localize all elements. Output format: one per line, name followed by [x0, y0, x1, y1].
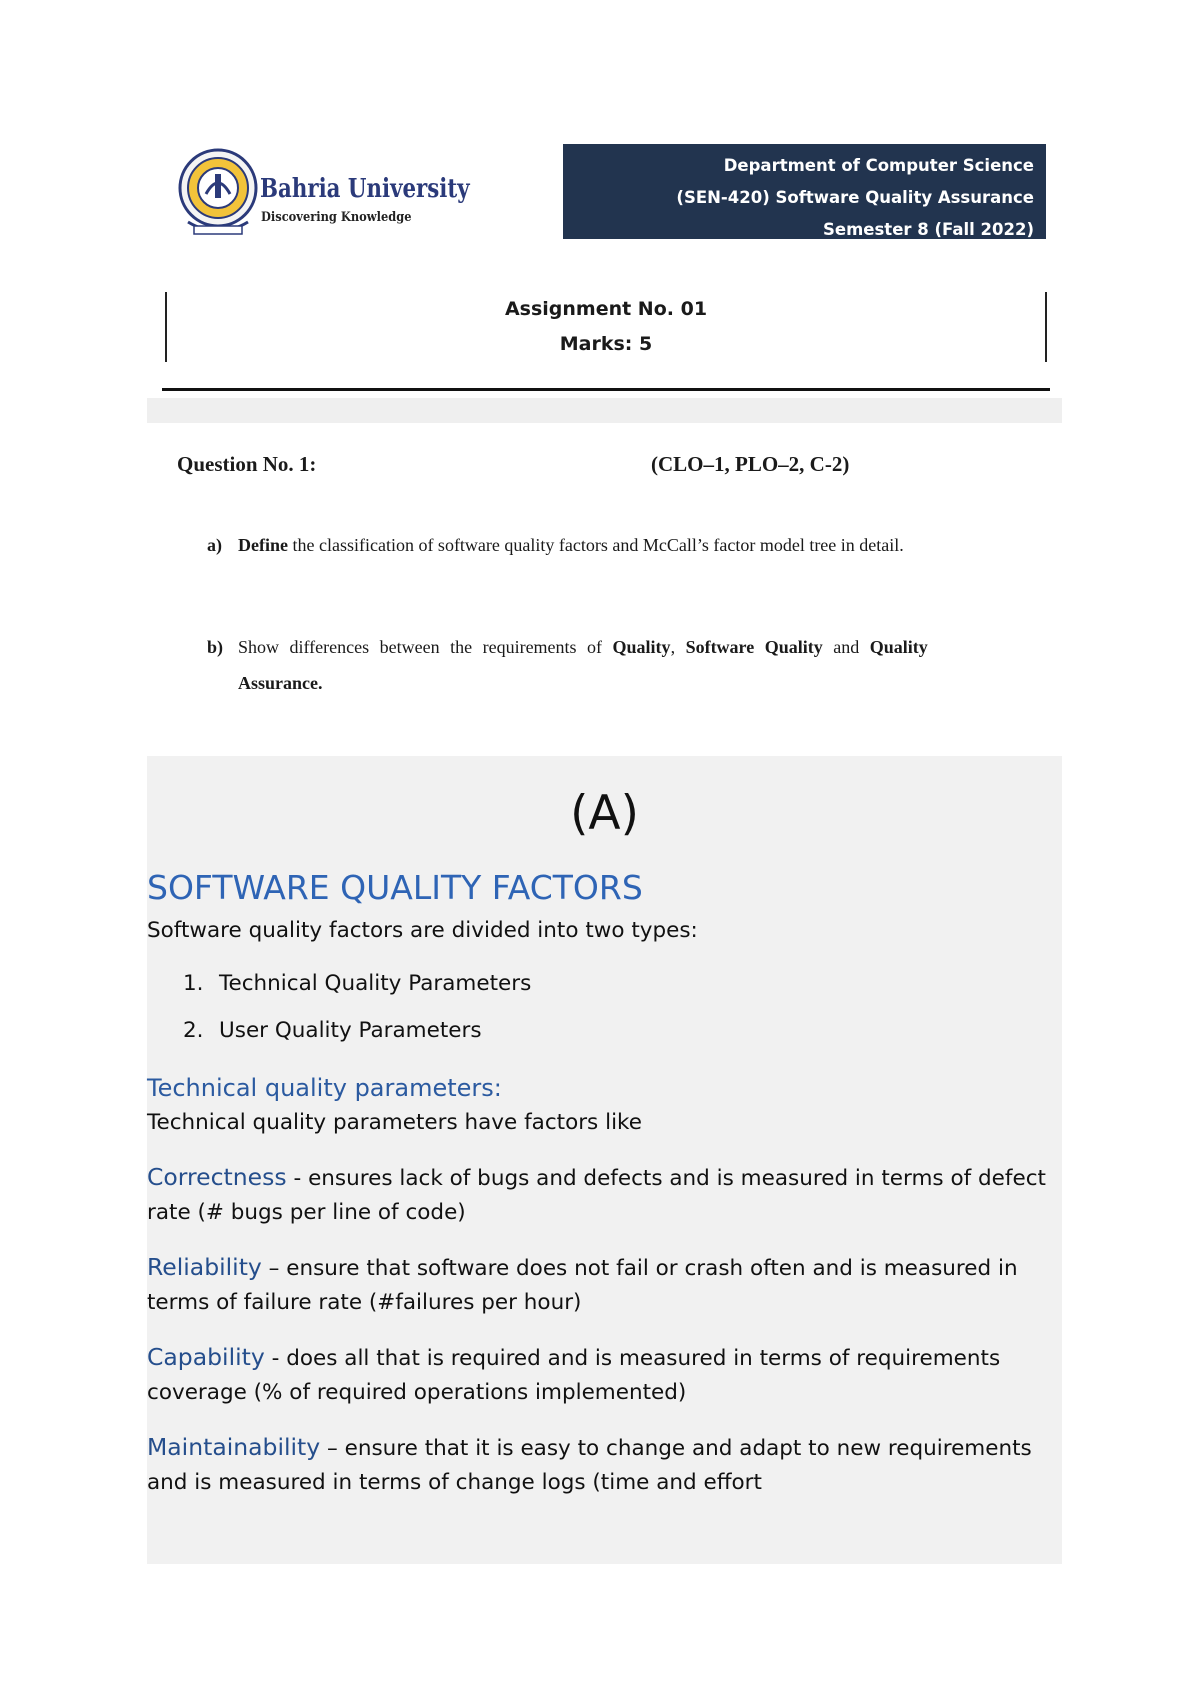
university-tagline: Discovering Knowledge [261, 210, 412, 225]
part-a-letter: a) [207, 535, 222, 555]
part-b-term-quality: Quality [612, 637, 671, 657]
answer-panel [147, 756, 1062, 1564]
factor-separator: – [320, 1436, 345, 1461]
factor-correctness [147, 1160, 1052, 1230]
shaded-strip [147, 398, 1062, 423]
factor-term: Correctness [147, 1163, 287, 1191]
factor-description: ensures lack of bugs and defects and is measured in terms of defect rate (# bugs per line of code) [147, 1166, 1046, 1225]
part-b-pre: Show differences between the requirements of [238, 637, 613, 657]
university-name: Bahria University [260, 174, 470, 204]
question-clo: (CLO–1, PLO–2, C-2) [651, 452, 850, 476]
semester: Semester 8 (Fall 2022) [823, 220, 1034, 239]
list-item [183, 1018, 482, 1043]
factor-description: does all that is required and is measured in terms of requirements coverage (% of required operations implemented) [147, 1346, 1001, 1405]
university-logo [176, 144, 470, 244]
question-part-b-line2: Assurance. [238, 673, 323, 693]
factor-description: ensure that it is easy to change and adapt to new requirements and is measured in terms of change logs (time and effort [147, 1436, 1032, 1495]
factor-separator: - [286, 1166, 309, 1191]
list-item-label: Technical Quality Parameters [219, 971, 532, 996]
factor-separator: - [264, 1346, 287, 1371]
factor-capability [147, 1340, 1052, 1410]
part-b-term-software-quality: Software Quality [685, 637, 823, 657]
part-a-text: the classification of software quality factors and McCall’s factor model tree in detail. [287, 535, 904, 555]
answer-intro: Software quality factors are divided into two types: [147, 918, 698, 943]
course-info-box [563, 144, 1046, 239]
list-item-label: User Quality Parameters [219, 1018, 482, 1043]
factor-maintainability [147, 1430, 1052, 1500]
answer-heading: SOFTWARE QUALITY FACTORS [147, 868, 643, 907]
part-b-sep1: , [670, 637, 686, 657]
assignment-box [165, 292, 1047, 362]
part-b-sep2: and [822, 637, 870, 657]
factor-term: Capability [147, 1343, 265, 1371]
answer-subheading: Technical quality parameters: [147, 1074, 502, 1102]
part-b-term-quality-2: Quality [869, 637, 928, 657]
question-part-b [207, 637, 928, 658]
assignment-title: Assignment No. 01 [504, 298, 708, 320]
part-b-letter: b) [207, 637, 224, 657]
question-part-a [207, 535, 904, 556]
factor-reliability [147, 1250, 1052, 1320]
department-name: Department of Computer Science [723, 156, 1034, 175]
list-item-number: 1. [183, 971, 204, 996]
part-a-verb: Define [238, 535, 288, 555]
factor-term: Maintainability [147, 1433, 321, 1461]
assignment-marks: Marks: 5 [559, 333, 653, 355]
answer-label: (A) [570, 786, 639, 841]
factor-term: Reliability [147, 1253, 262, 1281]
factor-separator: – [261, 1256, 287, 1281]
list-item-number: 2. [183, 1018, 204, 1043]
answer-sub-intro: Technical quality parameters have factors like [147, 1110, 642, 1135]
question-heading: Question No. 1: [177, 452, 317, 476]
list-item [183, 971, 531, 996]
course-name: (SEN-420) Software Quality Assurance [676, 188, 1034, 207]
header-divider [162, 388, 1050, 391]
factor-description: ensure that software does not fail or crash often and is measured in terms of failure rate (#failures per hour) [147, 1256, 1018, 1315]
university-seal-icon [176, 144, 260, 240]
